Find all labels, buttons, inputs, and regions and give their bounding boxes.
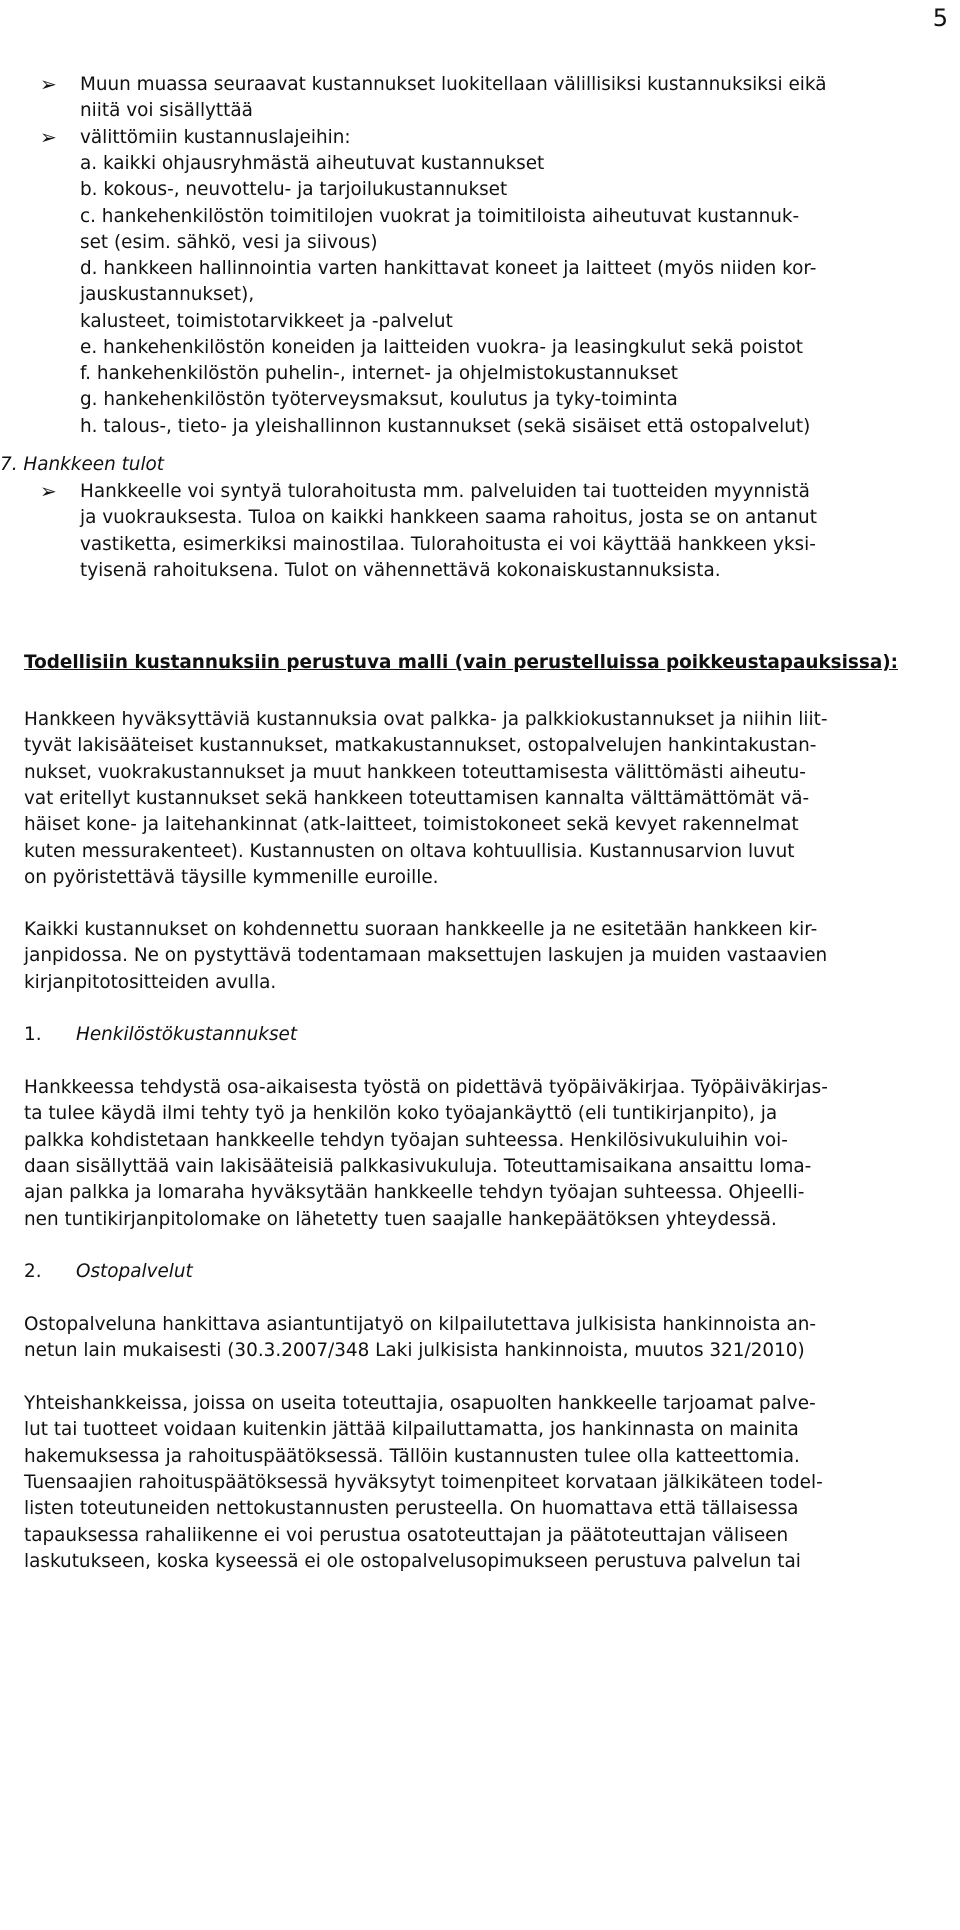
list-item: h. talous-, tieto- ja yleishallinnon kustannukset (sekä sisäiset että ostopalvelut) <box>80 416 811 437</box>
subsection-number: 2. <box>24 1261 42 1282</box>
paragraph-line: ajan palkka ja lomaraha hyväksytään hankkeelle tehdyn työajan suhteessa. Ohjeelli- <box>24 1182 805 1203</box>
paragraph-line: hakemuksessa ja rahoituspäätöksessä. Tällöin kustannusten tulee olla katteettomia. <box>24 1446 800 1467</box>
page-number: 5 <box>932 4 948 32</box>
list-item: kalusteet, toimistotarvikkeet ja -palvelut <box>80 311 453 332</box>
paragraph-line: Kaikki kustannukset on kohdennettu suoraan hankkeelle ja ne esitetään hankkeen kir- <box>24 919 818 940</box>
list-item: b. kokous-, neuvottelu- ja tarjoilukustannukset <box>80 179 508 200</box>
paragraph-line: Tuensaajien rahoituspäätöksessä hyväksytyt toimenpiteet korvataan jälkikäteen todel- <box>24 1472 823 1493</box>
list-item: g. hankehenkilöstön työterveysmaksut, koulutus ja tyky-toiminta <box>80 389 678 410</box>
list-intro-line: Muun muassa seuraavat kustannukset luokitellaan välillisiksi kustannuksiksi eikä <box>80 74 827 95</box>
paragraph-line: vat eritellyt kustannukset sekä hankkeen toteuttamisen kannalta välttämättömät vä- <box>24 788 810 809</box>
subsection-title-henkilosto: Henkilöstökustannukset <box>76 1024 298 1045</box>
paragraph-line: tapauksessa rahaliikenne ei voi perustua osatoteuttajan ja päätoteuttajan väliseen <box>24 1525 789 1546</box>
list-item: e. hankehenkilöstön koneiden ja laitteiden vuokra- ja leasingkulut sekä poistot <box>80 337 803 358</box>
list-item: jauskustannukset), <box>80 284 255 305</box>
paragraph-line: Yhteishankkeissa, joissa on useita toteuttajia, osapuolten hankkeelle tarjoamat palve- <box>24 1393 816 1414</box>
paragraph-line: ta tulee käydä ilmi tehty työ ja henkilön koko työajankäyttö (eli tuntikirjanpito), ja <box>24 1103 778 1124</box>
subsection-title-ostopalvelut: Ostopalvelut <box>76 1261 193 1282</box>
list-item: set (esim. sähkö, vesi ja siivous) <box>80 232 378 253</box>
arrow-bullet-icon: ➢ <box>40 72 57 96</box>
paragraph-line: kuten messurakenteet). Kustannusten on oltava kohtuullisia. Kustannusarvion luvut <box>24 841 795 862</box>
paragraph-line: on pyöristettävä täysille kymmenille euroille. <box>24 867 439 888</box>
paragraph-line: palkka kohdistetaan hankkeelle tehdyn työajan suhteessa. Henkilösivukuluihin voi- <box>24 1130 788 1151</box>
list-item: f. hankehenkilöstön puhelin-, internet- ja ohjelmistokustannukset <box>80 363 678 384</box>
paragraph-line: tyisenä rahoituksena. Tulot on vähennettävä kokonaiskustannuksista. <box>80 560 721 581</box>
paragraph-line: häiset kone- ja laitehankinnat (atk-laitteet, toimistokoneet sekä kevyet rakennelmat <box>24 814 799 835</box>
section-heading-tulot: 7. Hankkeen tulot <box>0 454 165 475</box>
paragraph-line: nen tuntikirjanpitolomake on lähetetty tuen saajalle hankepäätöksen yhteydessä. <box>24 1209 777 1230</box>
arrow-bullet-icon: ➢ <box>40 125 57 149</box>
model-heading: Todellisiin kustannuksiin perustuva malli (vain perustelluissa poikkeustapauksissa): <box>24 652 898 673</box>
list-item: a. kaikki ohjausryhmästä aiheutuvat kustannukset <box>80 153 545 174</box>
paragraph-line: lut tai tuotteet voidaan kuitenkin jättää kilpailuttamatta, jos hankinnasta on mainita <box>24 1419 799 1440</box>
paragraph-line: tyvät lakisääteiset kustannukset, matkakustannukset, ostopalvelujen hankintakustan- <box>24 735 817 756</box>
paragraph-line: daan sisällyttää vain lakisääteisiä palkkasivukuluja. Toteuttamisaikana ansaittu loma- <box>24 1156 812 1177</box>
paragraph-line: vastiketta, esimerkiksi mainostilaa. Tulorahoitusta ei voi käyttää hankkeen yksi- <box>80 534 816 555</box>
paragraph-line: Hankkeelle voi syntyä tulorahoitusta mm. palveluiden tai tuotteiden myynnistä <box>80 481 810 502</box>
paragraph-line: nukset, vuokrakustannukset ja muut hankkeen toteuttamisesta välittömästi aiheutu- <box>24 762 806 783</box>
subsection-number: 1. <box>24 1024 42 1045</box>
paragraph-line: kirjanpitotositteiden avulla. <box>24 972 277 993</box>
paragraph-line: janpidossa. Ne on pystyttävä todentamaan maksettujen laskujen ja muiden vastaavien <box>24 945 828 966</box>
paragraph-line: netun lain mukaisesti (30.3.2007/348 Laki julkisista hankinnoista, muutos 321/2010) <box>24 1340 805 1361</box>
paragraph-line: laskutukseen, koska kyseessä ei ole ostopalvelusopimukseen perustuva palvelun tai <box>24 1551 801 1572</box>
arrow-bullet-icon: ➢ <box>40 479 57 503</box>
paragraph-line: ja vuokrauksesta. Tuloa on kaikki hankkeen saama rahoitus, josta se on antanut <box>80 507 817 528</box>
list-item: d. hankkeen hallinnointia varten hankittavat koneet ja laitteet (myös niiden kor- <box>80 258 817 279</box>
list-intro-line: niitä voi sisällyttää <box>80 100 253 121</box>
paragraph-line: Hankkeen hyväksyttäviä kustannuksia ovat palkka- ja palkkiokustannukset ja niihin liit- <box>24 709 828 730</box>
paragraph-line: Ostopalveluna hankittava asiantuntijatyö on kilpailutettava julkisista hankinnoista an- <box>24 1314 817 1335</box>
list-item: c. hankehenkilöstön toimitilojen vuokrat ja toimitiloista aiheutuvat kustannuk- <box>80 206 800 227</box>
list-intro-line: välittömiin kustannuslajeihin: <box>80 127 351 148</box>
paragraph-line: listen toteutuneiden nettokustannusten perusteella. On huomattava että tällaisessa <box>24 1498 799 1519</box>
paragraph-line: Hankkeessa tehdystä osa-aikaisesta työstä on pidettävä työpäiväkirjaa. Työpäiväkirjas- <box>24 1077 828 1098</box>
